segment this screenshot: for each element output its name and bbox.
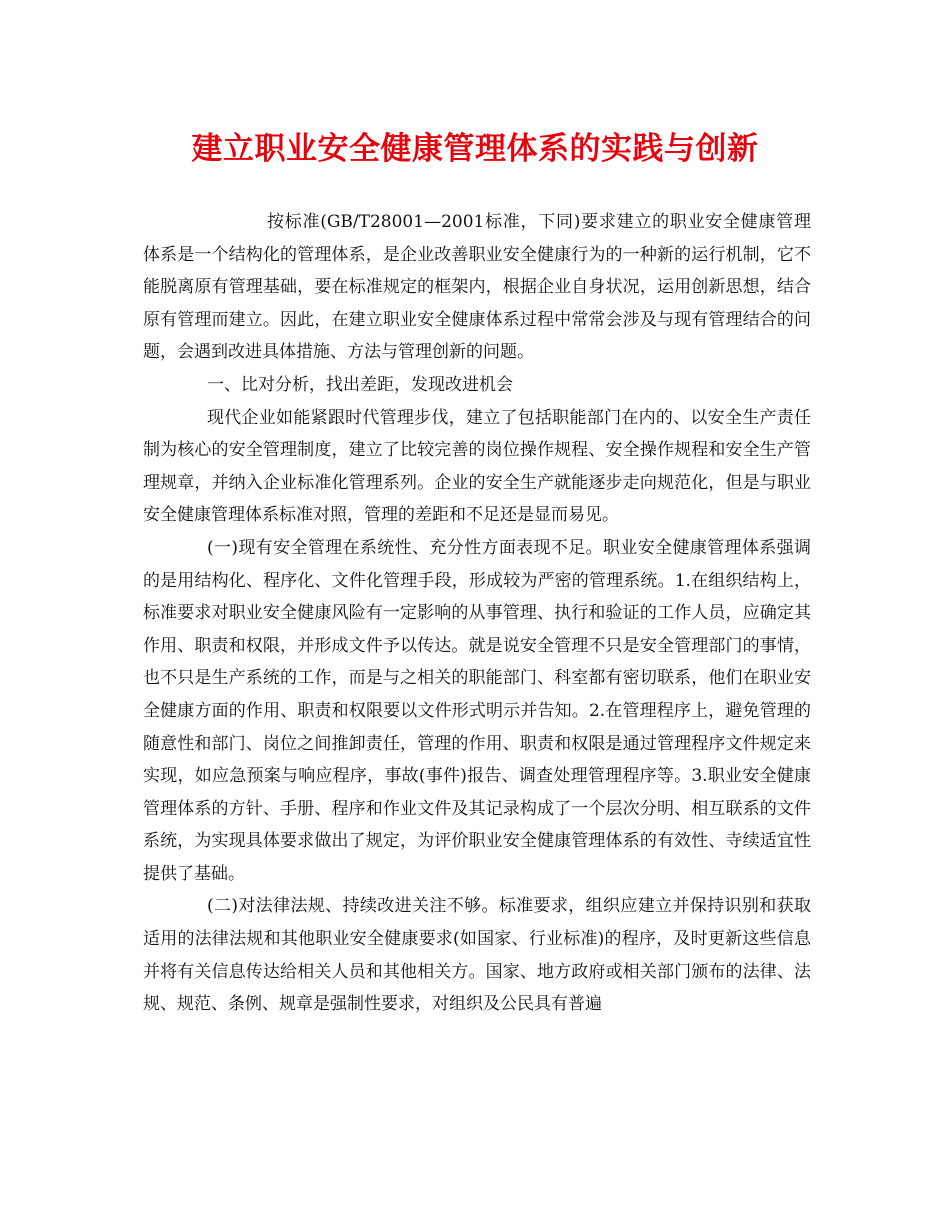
section-heading: 一、比对分析，找出差距，发现改进机会 bbox=[207, 374, 513, 395]
paragraph: (二)对法律法规、持续改进关注不够。标准要求，组织应建立并保持识别和获取适用的法律法规和其他职业安全健康要求(如国家、行业标准)的程序，及时更新这些信息并将有关信息传达给相关人员和其他相关方。国家、地方政府或相关部门颁布的法律、法规、规范、条例、规章是强制性要求，对组织及公民具有普遍 bbox=[143, 896, 811, 1015]
document-title: 建立职业安全健康管理体系的实践与创新 bbox=[191, 131, 759, 167]
paragraph: (一)现有安全管理在系统性、充分性方面表现不足。职业安全健康管理体系强调的是用结构化、程序化、文件化管理手段，形成较为严密的管理系统。1.在组织结构上，标准要求对职业安全健康风险有一定影响的从事管理、执行和验证的工作人员，应确定其作用、职责和权限，并形成文件予以传达。就是说安全管理不只是安全管理部门的事情，也不只是生产系统的工作，而是与之相关的职能部门、科室都有密切联系，他们在职业安全健康方面的作用、职责和权限要以文件形式明示并告知。2.在管理程序上，避免管理的随意性和部门、岗位之间推卸责任，管理的作用、职责和权限是通过管理程序文件规定来实现，如应急预案与响应程序，事故(事件)报告、调查处理管理程序等。3.职业安全健康管理体系的方针、手册、程序和作业文件及其记录构成了一个层次分明、相互联系的文件系统，为实现具体要求做出了规定，为评价职业安全健康管理体系的有效性、寺续适宜性提供了基础。 bbox=[143, 537, 811, 884]
document-body bbox=[143, 206, 811, 1021]
paragraph: 现代企业如能紧跟时代管理步伐，建立了包括职能部门在内的、以安全生产责任制为核心的安全管理制度，建立了比较完善的岗位操作规程、安全操作规程和安全生产管理规章，并纳入企业标准化管理系列。企业的安全生产就能逐步走向规范化，但是与职业安全健康管理体系标准对照，管理的差距和不足还是显而易见。 bbox=[143, 407, 811, 526]
paragraph-intro: 按标准(GB/T28001—2001标准，下同)要求建立的职业安全健康管理体系是一个结构化的管理体系，是企业改善职业安全健康行为的一种新的运行机制，它不能脱离原有管理基础，要在标准规定的框架内，根据企业自身状况，运用创新思想，结合原有管理而建立。因此，在建立职业安全健康体系过程中常常会涉及与现有管理结合的问题，会遇到改进具体措施、方法与管理创新的问题。 bbox=[143, 212, 811, 363]
